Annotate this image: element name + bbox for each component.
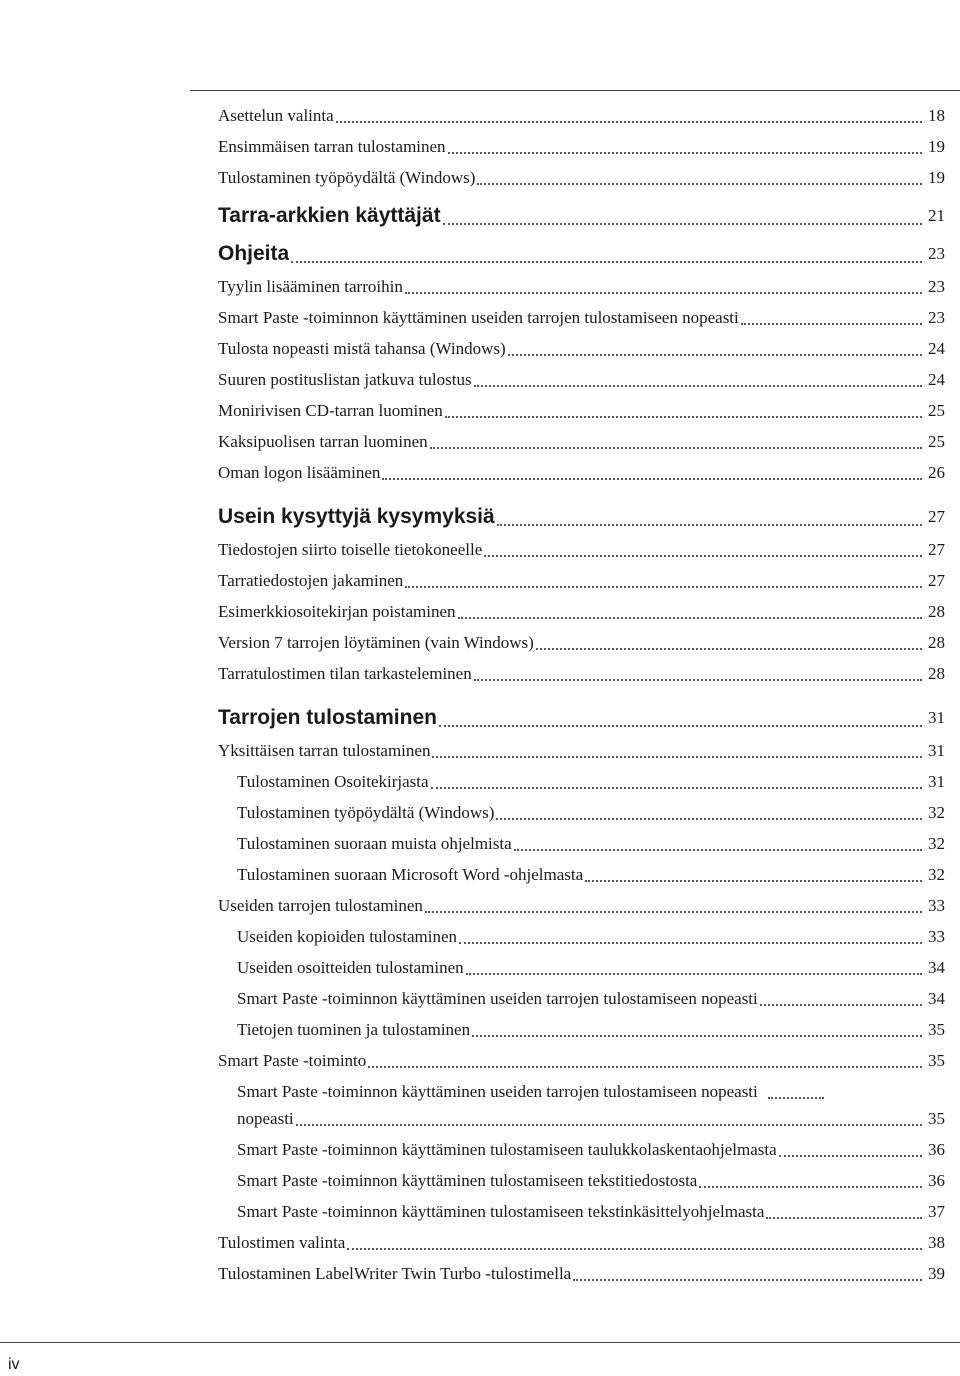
toc-page-number: 35 — [928, 1051, 945, 1070]
dot-leader — [458, 616, 923, 619]
dot-leader — [382, 477, 922, 480]
dot-leader — [432, 755, 922, 758]
toc-entry-title: Tiedostojen siirto toiselle tietokoneelle — [218, 540, 483, 559]
toc-page-number: 24 — [928, 339, 945, 358]
toc-entry-title: Esimerkkiosoitekirjan poistaminen — [218, 602, 456, 621]
toc-entry-title: Kaksipuolisen tarran luominen — [218, 432, 428, 451]
toc-page-number: 36 — [928, 1140, 945, 1159]
toc-page-number: 33 — [928, 896, 945, 915]
toc-page-number: 24 — [928, 370, 945, 389]
toc-page-number: 28 — [928, 602, 945, 621]
toc-entry[interactable] — [237, 921, 945, 947]
toc-entry[interactable] — [218, 302, 945, 328]
dot-leader — [768, 1096, 824, 1099]
toc-entry[interactable] — [237, 1014, 945, 1040]
toc-page-number: 31 — [928, 708, 945, 727]
dot-leader — [741, 322, 922, 325]
toc-entry-title: Oman logon lisääminen — [218, 463, 381, 482]
toc-entry[interactable] — [237, 983, 945, 1009]
toc-entry-title: Asettelun valinta — [218, 106, 334, 125]
toc-entry-title: Smart Paste -toiminnon käyttäminen tulostamiseen taulukkolaskentaohjelmasta — [237, 1140, 777, 1159]
dot-leader — [291, 260, 922, 263]
toc-page-number: 28 — [928, 664, 945, 683]
toc-entry-title: Tarratulostimen tilan tarkasteleminen — [218, 664, 472, 683]
toc-page-number: 31 — [928, 741, 945, 760]
toc-entry-title: Smart Paste -toiminnon käyttäminen useiden tarrojen tulostamiseen nopeasti — [218, 308, 739, 327]
toc-page-number: 35 — [928, 1109, 945, 1128]
dot-leader — [445, 415, 922, 418]
toc-page-number: 25 — [928, 401, 945, 420]
toc-page-number: 28 — [928, 633, 945, 652]
toc-entry-title: Tulostimen valinta — [218, 1233, 346, 1252]
toc-entry-title: Smart Paste -toiminto — [218, 1051, 367, 1070]
footer-rule — [0, 1342, 960, 1343]
toc-entry-title: Tarrojen tulostaminen — [218, 706, 437, 729]
toc-section-entry[interactable] — [218, 198, 945, 228]
dot-leader — [448, 151, 922, 154]
dot-leader — [336, 120, 922, 123]
toc-entry[interactable] — [218, 1045, 945, 1071]
toc-entry[interactable] — [218, 162, 945, 188]
dot-leader — [439, 724, 922, 727]
toc-entry-title: Useiden osoitteiden tulostaminen — [237, 958, 464, 977]
toc-entry[interactable] — [237, 1134, 945, 1160]
toc-entry-title: Useiden tarrojen tulostaminen — [218, 896, 423, 915]
toc-entry[interactable] — [237, 766, 945, 792]
dot-leader — [514, 848, 922, 851]
dot-leader — [431, 786, 922, 789]
toc-page-number: 32 — [928, 865, 945, 884]
toc-page-number: 26 — [928, 463, 945, 482]
toc-entry[interactable] — [218, 596, 945, 622]
dot-leader — [508, 353, 922, 356]
toc-entry-continuation[interactable] — [237, 1103, 945, 1129]
toc-section-entry[interactable] — [218, 700, 945, 730]
toc-page-number: 35 — [928, 1020, 945, 1039]
toc-entry[interactable] — [218, 534, 945, 560]
dot-leader — [484, 554, 922, 557]
toc-entry-title: Tyylin lisääminen tarroihin — [218, 277, 403, 296]
toc-entry[interactable] — [218, 333, 945, 359]
toc-entry[interactable] — [218, 890, 945, 916]
toc-entry-title: Useiden kopioiden tulostaminen — [237, 927, 458, 946]
toc-entry[interactable] — [237, 1080, 945, 1102]
toc-entry-title: Tarratiedostojen jakaminen — [218, 571, 404, 590]
toc-entry[interactable] — [237, 797, 945, 823]
toc-entry[interactable] — [237, 1196, 945, 1222]
toc-entry[interactable] — [218, 735, 945, 761]
toc-entry-title: Tulostaminen Osoitekirjasta — [237, 772, 429, 791]
dot-leader — [699, 1185, 922, 1188]
toc-entry[interactable] — [218, 364, 945, 390]
toc-page-number: 27 — [928, 571, 945, 590]
toc-entry-title: Tulostaminen työpöydältä (Windows) — [237, 803, 495, 822]
toc-page-number: 27 — [928, 540, 945, 559]
toc-entry[interactable] — [237, 859, 945, 885]
toc-entry-title: Tarra-arkkien käyttäjät — [218, 204, 441, 227]
toc-entry-title: Tulostaminen suoraan muista ohjelmista — [237, 834, 512, 853]
toc-section-entry[interactable] — [218, 236, 945, 266]
dot-leader — [459, 941, 922, 944]
dot-leader — [347, 1247, 922, 1250]
toc-entry-title: Ensimmäisen tarran tulostaminen — [218, 137, 446, 156]
toc-entry-title: Tulosta nopeasti mistä tahansa (Windows) — [218, 339, 506, 358]
dot-leader — [477, 182, 922, 185]
dot-leader — [466, 972, 922, 975]
toc-section-entry[interactable] — [218, 499, 945, 529]
toc-entry-title: Ohjeita — [218, 242, 290, 265]
toc-page-number: 31 — [928, 772, 945, 791]
toc-entry-title: Tulostaminen suoraan Microsoft Word -ohjelmasta — [237, 865, 584, 884]
dot-leader — [430, 446, 922, 449]
dot-leader — [497, 523, 922, 526]
toc-entry[interactable] — [218, 1227, 945, 1253]
toc-page-number: 25 — [928, 432, 945, 451]
toc-entry-title: Monirivisen CD-tarran luominen — [218, 401, 443, 420]
dot-leader — [585, 879, 922, 882]
dot-leader — [779, 1154, 922, 1157]
toc-page-number: 32 — [928, 803, 945, 822]
toc-entry-title: Version 7 tarrojen löytäminen (vain Windows) — [218, 633, 534, 652]
dot-leader — [766, 1216, 922, 1219]
toc-entry[interactable] — [237, 1165, 945, 1191]
toc-entry-title: Smart Paste -toiminnon käyttäminen tulostamiseen tekstitiedostosta — [237, 1171, 698, 1190]
toc-page-number: 21 — [928, 206, 945, 225]
toc-entry[interactable] — [218, 426, 945, 452]
page-number: iv — [8, 1356, 20, 1373]
toc-page-number: 23 — [928, 308, 945, 327]
toc-entry[interactable] — [218, 457, 945, 483]
dot-leader — [474, 384, 922, 387]
dot-leader — [443, 222, 922, 225]
toc-page-number: 18 — [928, 106, 945, 125]
toc-entry-title: Tietojen tuominen ja tulostaminen — [237, 1020, 471, 1039]
toc-page-number: 38 — [928, 1233, 945, 1252]
toc-entry[interactable] — [218, 271, 945, 297]
toc-page-number: 23 — [928, 244, 945, 263]
toc-page-number: 19 — [928, 137, 945, 156]
toc-entry[interactable] — [218, 131, 945, 157]
dot-leader — [425, 910, 922, 913]
dot-leader — [405, 585, 922, 588]
toc-entry[interactable] — [218, 395, 945, 421]
dot-leader — [536, 647, 922, 650]
dot-leader — [573, 1278, 922, 1281]
toc-page-number: 27 — [928, 507, 945, 526]
toc-entry-title: Smart Paste -toiminnon käyttäminen tulostamiseen tekstinkäsittelyohjelmasta — [237, 1202, 765, 1221]
toc-entry[interactable] — [218, 1258, 945, 1284]
toc-entry-title: Smart Paste -toiminnon käyttäminen useiden tarrojen tulostamiseen nopeasti — [237, 989, 758, 1008]
dot-leader — [496, 817, 922, 820]
toc-entry[interactable] — [237, 952, 945, 978]
toc-page-number: 33 — [928, 927, 945, 946]
toc-entry-title: Smart Paste -toiminnon käyttäminen useiden tarrojen tulostamiseen nopeasti — [237, 1082, 758, 1101]
toc-entry[interactable] — [218, 658, 945, 684]
dot-leader — [760, 1003, 922, 1006]
dot-leader — [474, 678, 922, 681]
toc-entry-title: Tulostaminen työpöydältä (Windows) — [218, 168, 476, 187]
toc-entry-title: Tulostaminen LabelWriter Twin Turbo -tulostimella — [218, 1264, 572, 1283]
toc-page-number: 19 — [928, 168, 945, 187]
toc-entry[interactable] — [237, 828, 945, 854]
toc-page-number: 32 — [928, 834, 945, 853]
toc-page-number: 36 — [928, 1171, 945, 1190]
dot-leader — [296, 1123, 922, 1126]
toc-entry-title: Usein kysyttyjä kysymyksiä — [218, 505, 495, 528]
toc-entry[interactable] — [218, 100, 945, 126]
toc-page-number: 23 — [928, 277, 945, 296]
toc-entry[interactable] — [218, 565, 945, 591]
toc-page-number: 34 — [928, 989, 945, 1008]
toc-entry[interactable] — [218, 627, 945, 653]
toc-entry-title: Suuren postituslistan jatkuva tulostus — [218, 370, 472, 389]
dot-leader — [368, 1065, 922, 1068]
toc-entry-title-continued: nopeasti — [237, 1109, 294, 1128]
toc-page-number: 34 — [928, 958, 945, 977]
toc-page-number: 39 — [928, 1264, 945, 1283]
toc-page-number: 37 — [928, 1202, 945, 1221]
toc-entry-title: Yksittäisen tarran tulostaminen — [218, 741, 431, 760]
dot-leader — [405, 291, 922, 294]
dot-leader — [472, 1034, 922, 1037]
